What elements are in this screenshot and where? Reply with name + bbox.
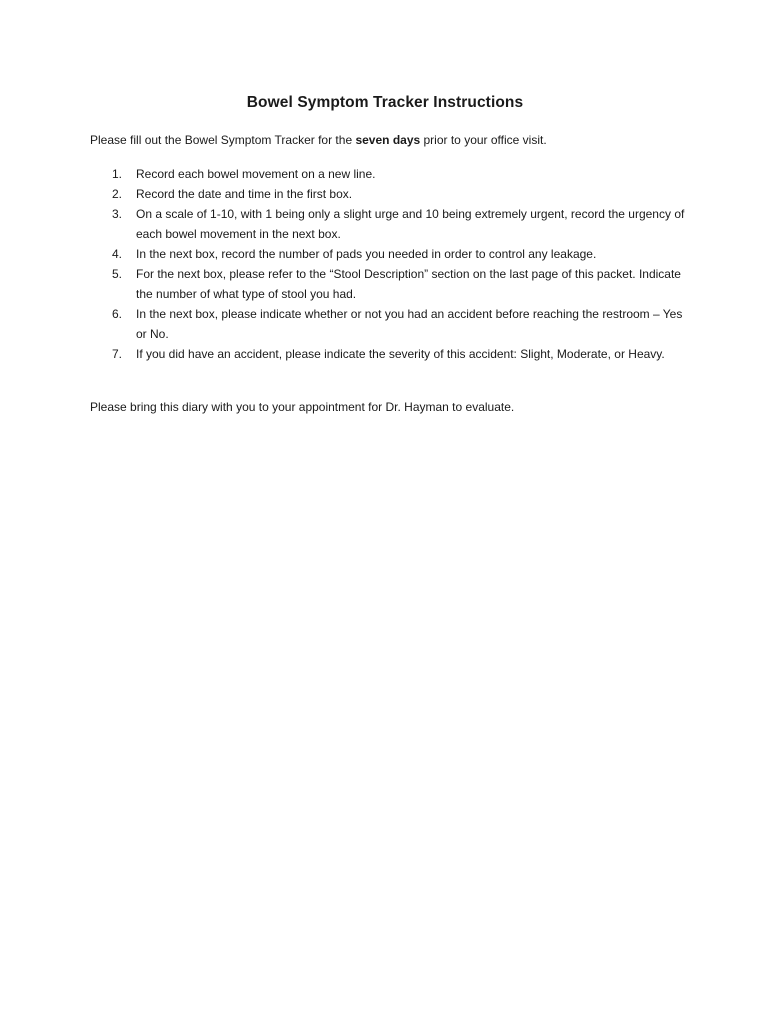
list-item-text: On a scale of 1-10, with 1 being only a slight urge and 10 being extremely urgent, record the urgency of each bowel movement in the next box.: [136, 207, 685, 241]
list-item: [90, 204, 690, 244]
instruction-list: [90, 164, 690, 364]
list-item-text: Record the date and time in the first box.: [136, 187, 353, 201]
page-title: Bowel Symptom Tracker Instructions: [246, 94, 524, 111]
list-item-text: In the next box, please indicate whether or not you had an accident before reaching the restroom – Yes or No.: [136, 307, 683, 341]
list-item-text: In the next box, record the number of pads you needed in order to control any leakage.: [136, 247, 597, 261]
list-item-text: Record each bowel movement on a new line.: [136, 167, 376, 181]
list-item: [90, 164, 690, 184]
list-item-number: 1.: [112, 167, 123, 181]
list-item-text: If you did have an accident, please indicate the severity of this accident: Slight, Moderate, or Heavy.: [136, 347, 665, 361]
intro-text-after: prior to your office visit.: [420, 133, 547, 147]
intro-paragraph: [90, 131, 710, 149]
list-item-number: 3.: [112, 207, 123, 221]
intro-emphasis: seven days: [355, 133, 421, 147]
list-item-text: For the next box, please refer to the “Stool Description” section on the last page of this packet. Indicate the number of what type of stool you had.: [136, 267, 681, 301]
list-item: [90, 184, 690, 204]
closing-paragraph: Please bring this diary with you to your appointment for Dr. Hayman to evaluate.: [90, 400, 515, 414]
list-item-number: 7.: [112, 347, 123, 361]
list-item: [90, 344, 690, 364]
intro-text-before: Please fill out the Bowel Symptom Tracker for the: [90, 133, 356, 147]
list-item: [90, 244, 690, 264]
list-item-number: 6.: [112, 307, 123, 321]
list-item: [90, 304, 690, 344]
list-item: [90, 264, 690, 304]
list-item-number: 5.: [112, 267, 123, 281]
list-item-number: 4.: [112, 247, 123, 261]
list-item-number: 2.: [112, 187, 123, 201]
